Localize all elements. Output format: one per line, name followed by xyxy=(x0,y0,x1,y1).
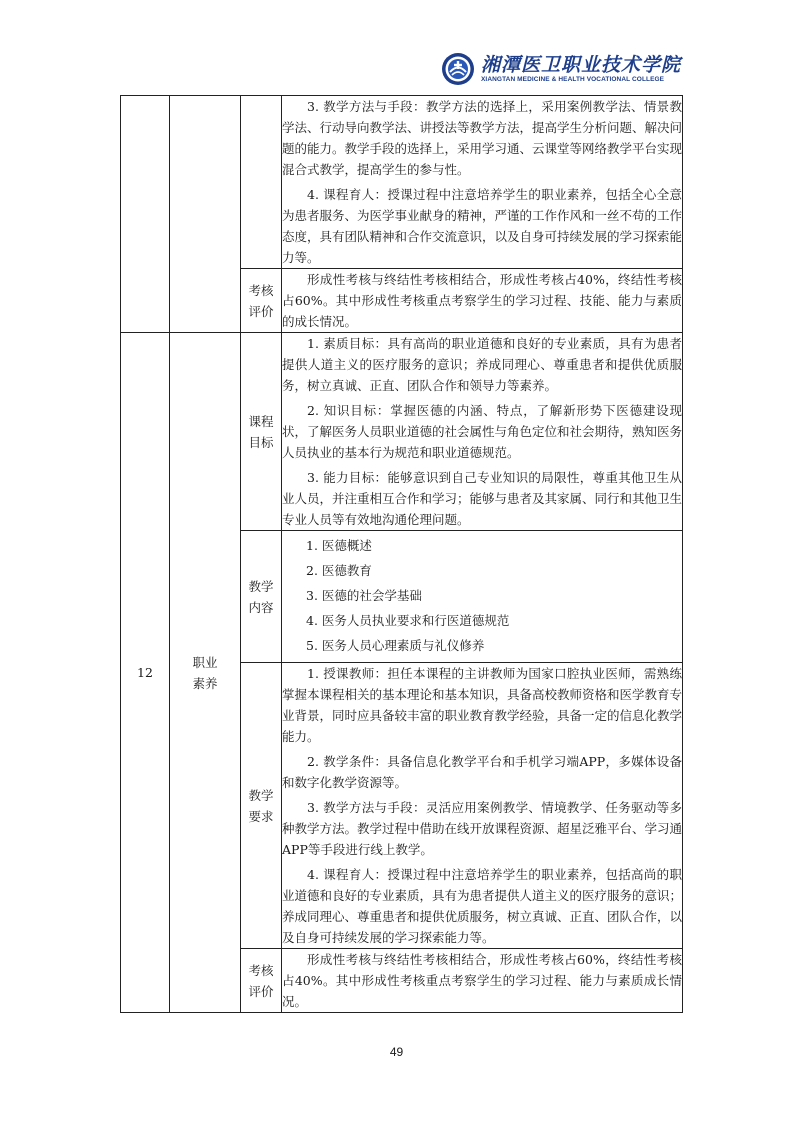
assessment-label: 考核评价 xyxy=(248,282,274,319)
course-name-cell xyxy=(170,333,241,1013)
requirement-paragraph: 4. 课程育人：授课过程中注意培养学生的职业素养，包括高尚的职业道德和良好的专业素质，具有为患者提供人道主义的医疗服务的意识；养成同理心、尊重患者和提供优质服务，树立真诚、正直、团队合作，以及自身可持续发展的学习探索能力等。 xyxy=(282,867,683,945)
course-number: 12 xyxy=(137,665,153,680)
requirement-paragraph: 2. 教学条件：具备信息化教学平台和手机学习端APP，多媒体设备和数字化教学资源等。 xyxy=(282,754,682,790)
objective-paragraph: 2. 知识目标：掌握医德的内涵、特点，了解新形势下医德建设现状，了解医务人员职业道德的社会属性与角色定位和社会期待，熟知医务人员执业的基本行为规范和职业道德规范。 xyxy=(282,403,683,460)
list-item: 5. 医务人员心理素质与礼仪修养 xyxy=(306,638,485,653)
college-name-en: XIANGTAN MEDICINE & HEALTH VOCATIONAL COLLEGE xyxy=(480,76,665,83)
assessment-label: 考核评价 xyxy=(248,962,274,999)
objective-paragraph: 1. 素质目标：具有高尚的职业道德和良好的专业素质，具有为患者提供人道主义的医疗服务的意识；养成同理心、尊重患者和提供优质服务，树立真诚、正直、团队合作和领导力等素养。 xyxy=(282,336,682,393)
objectives-label: 课程目标 xyxy=(248,413,274,450)
requirement-paragraph: 3. 教学方法与手段：灵活应用案例教学、情境教学、任务驱动等多种教学方法。教学过程中借助在线开放课程资源、超星泛雅平台、学习通APP等手段进行线上教学。 xyxy=(282,800,683,857)
objectives-cell xyxy=(282,333,683,531)
category-label-cell xyxy=(241,949,282,1013)
content-cell xyxy=(282,531,683,663)
college-emblem-icon xyxy=(441,52,475,86)
course-name: 职业素养 xyxy=(192,654,218,691)
requirements-continued-cell xyxy=(282,96,683,269)
table-row xyxy=(121,333,683,531)
list-item: 1. 医德概述 xyxy=(306,538,372,553)
course-name-cell-empty xyxy=(170,96,241,333)
objective-paragraph: 3. 能力目标：能够意识到自己专业知识的局限性，尊重其他卫生从业人员，并注重相互合作和学习；能够与患者及其家属、同行和其他卫生专业人员等有效地沟通伦理问题。 xyxy=(282,470,683,527)
page-number: 49 xyxy=(389,1045,404,1059)
assessment-text: 形成性考核与终结性考核相结合，形成性考核占60%，终结性考核占40%。其中形成性考核重点考察学生的学习过程、能力与素质成长情况。 xyxy=(282,952,682,1009)
assessment-cell xyxy=(282,949,683,1013)
requirement-paragraph: 1. 授课教师：担任本课程的主讲教师为国家口腔执业医师，需熟练掌握本课程相关的基本理论和基本知识，具备高校教师资格和医学教育专业背景，同时应具备较丰富的职业教育教学经验，具备一定的信息化教学能力。 xyxy=(282,666,683,744)
college-name-cn: 湘潭医卫职业技术学院 xyxy=(480,54,681,76)
requirement-paragraph: 3. 教学方法与手段：教学方法的选择上，采用案例教学法、情景教学法、行动导向教学法、讲授法等教学方法，提高学生分析问题、解决问题的能力。教学手段的选择上，采用学习通、云课堂等网络教学平台实现混合式教学，提高学生的参与性。 xyxy=(282,99,683,177)
course-number-cell xyxy=(121,333,170,1013)
requirements-cell xyxy=(282,663,683,949)
category-cell-empty xyxy=(241,96,282,269)
college-header xyxy=(441,52,681,86)
category-label-cell xyxy=(241,663,282,949)
requirements-label: 教学要求 xyxy=(248,787,274,824)
curriculum-table xyxy=(120,95,683,1013)
number-cell-empty xyxy=(121,96,170,333)
category-label-cell xyxy=(241,531,282,663)
list-item: 2. 医德教育 xyxy=(306,563,372,578)
assessment-cell xyxy=(282,269,683,333)
list-item: 3. 医德的社会学基础 xyxy=(306,588,422,603)
requirement-paragraph: 4. 课程育人：授课过程中注意培养学生的职业素养，包括全心全意为患者服务、为医学事业献身的精神，严谨的工作作风和一丝不苟的工作态度，具有团队精神和合作交流意识，以及自身可持续发展的学习探索能力等。 xyxy=(282,187,683,265)
category-label-cell xyxy=(241,269,282,333)
content-label: 教学内容 xyxy=(248,578,274,615)
content-list xyxy=(282,531,682,662)
category-label-cell xyxy=(241,333,282,531)
table-row xyxy=(121,96,683,269)
list-item: 4. 医务人员执业要求和行医道德规范 xyxy=(306,613,510,628)
assessment-text: 形成性考核与终结性考核相结合，形成性考核占40%，终结性考核占60%。其中形成性考核重点考察学生的学习过程、技能、能力与素质的成长情况。 xyxy=(282,272,682,329)
